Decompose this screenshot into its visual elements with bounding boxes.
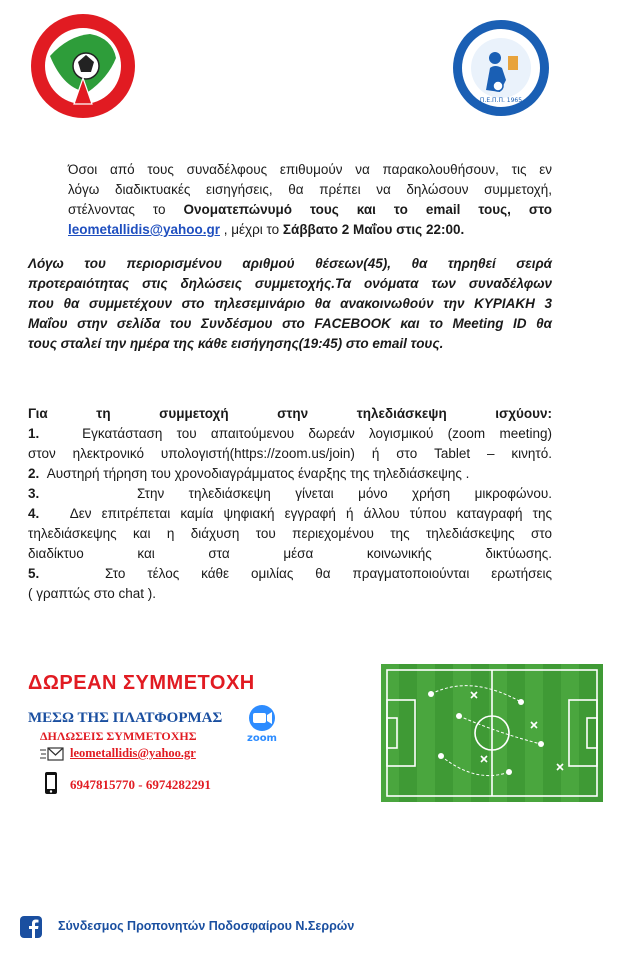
- rule-4-line-3: διαδίκτυο και στα μέσα κοινωνικής δικτύωσης.: [28, 546, 552, 561]
- seats-line-1: Λόγω του περιορισμένου αριθμού θέσεων(45), θα τηρηθεί σειρά: [28, 256, 552, 271]
- seats-line-3: που θα συμμετέχουν στο τηλεσεμινάριο θα ανακοινωθούν την ΚΥΡΙΑΚΗ 3: [28, 296, 552, 311]
- football-tactics-pitch: [381, 664, 603, 802]
- registration-line-2: λόγω διαδικτυακές εισηγήσεις, θα πρέπει να δηλώσουν συμμετοχή,: [68, 182, 552, 197]
- seats-line-2: προτεραιότητας στις δηλώσεις συμμετοχής.Τα ονόματα των συναδέλφων: [28, 276, 552, 291]
- registration-line-4: [28, 220, 552, 240]
- rule-1-line-2: στον ηλεκτρονικό υπολογιστή(https://zoom.us/join) ή στο Tablet – κινητό.: [28, 446, 552, 461]
- registration-deadline: Σάββατο 2 Μαΐου στις 22:00.: [282, 222, 465, 237]
- rule-3-text: Στην τηλεδιάσκεψη γίνεται μόνο χρήση μικροφώνου.: [136, 486, 552, 501]
- registration-line-3-bold: Ονοματεπώνυμό τους και το email τους, στο: [183, 202, 552, 217]
- rule-5-line-2: ( γραπτώς στο chat ).: [28, 586, 156, 601]
- hellenic-coaches-union-logo: [448, 8, 554, 126]
- free-participation-title: ΔΩΡΕΑΝ ΣΥΜΜΕΤΟΧΗ: [28, 672, 255, 694]
- rule-3-number: 3.: [28, 486, 40, 501]
- rule-4-line-2: τηλεδιάσκεψης και η διάχυση του περιεχομένου της τηλεδιάσκεψης στο: [28, 526, 552, 541]
- seats-line-5: τους σταλεί την ημέρα της κάθε εισήγησης(19:45) στο email τους.: [28, 336, 444, 351]
- rule-4-line-1: [28, 504, 552, 524]
- registration-line-1: Όσοι από τους συναδέλφους επιθυμούν να παρακολουθήσουν, τις εν: [68, 162, 552, 177]
- rule-1-number: 1.: [28, 426, 40, 441]
- phone-icon: [44, 772, 58, 794]
- rule-2-number: 2.: [28, 466, 40, 481]
- rule-3: [28, 484, 552, 504]
- contact-phones: 6947815770 - 6974282291: [70, 777, 211, 792]
- coaches-association-logo: [28, 8, 138, 126]
- logo-bottom-text: Π.Ε.Π.Π. 1965: [479, 97, 523, 104]
- zoom-wordmark: zoom: [247, 733, 277, 743]
- registration-email-link[interactable]: leometallidis@yahoo.gr: [68, 222, 220, 237]
- rules-list: [28, 404, 552, 604]
- rule-2: [28, 464, 552, 484]
- rule-5-number: 5.: [28, 566, 40, 581]
- rule-4-number: 4.: [28, 506, 40, 521]
- footer-association-name: Σύνδεσμος Προπονητών Ποδοσφαίρου Ν.Σερρών: [58, 919, 355, 933]
- rule-1-line-1: [28, 424, 552, 444]
- seats-paragraph: [28, 254, 552, 354]
- rule-1-text: Εγκατάσταση του απαιτούμενου δωρεάν λογισμικού (zoom meeting): [82, 426, 552, 441]
- platform-label: ΜΕΣΩ ΤΗΣ ΠΛΑΤΦΟΡΜΑΣ: [28, 710, 223, 726]
- rules-heading: Για τη συμμετοχή στην τηλεδιάσκεψη ισχύουν:: [28, 406, 552, 421]
- rule-5-line-1: [28, 564, 552, 584]
- seats-line-4: Μαΐου στην σελίδα του Συνδέσμου στο FACEBOOK και το Meeting ID θα: [28, 316, 552, 331]
- registration-line-3-start: στέλνοντας το: [68, 202, 184, 217]
- rule-5-text: Στο τέλος κάθε ομιλίας θα πραγματοποιούνται ερωτήσεις: [105, 566, 552, 581]
- registration-line-3: [28, 200, 552, 220]
- rule-4-text: Δεν επιτρέπεται καμία ψηφιακή εγγραφή ή άλλου τύπου καταγραφή της: [69, 506, 552, 521]
- declarations-label: ΔΗΛΩΣΕΙΣ ΣΥΜΜΕΤΟΧΗΣ: [40, 729, 197, 743]
- rule-2-text: Αυστηρή τήρηση του χρονοδιαγράμματος έναρξης της τηλεδιάσκεψης .: [46, 466, 470, 481]
- zoom-logo: [242, 703, 282, 743]
- contact-email-link[interactable]: leometallidis@yahoo.gr: [70, 746, 196, 760]
- registration-paragraph: [28, 160, 552, 240]
- facebook-icon[interactable]: [20, 916, 42, 938]
- registration-line-4-mid: , μέχρι το: [219, 222, 283, 237]
- mail-icon: [40, 746, 64, 762]
